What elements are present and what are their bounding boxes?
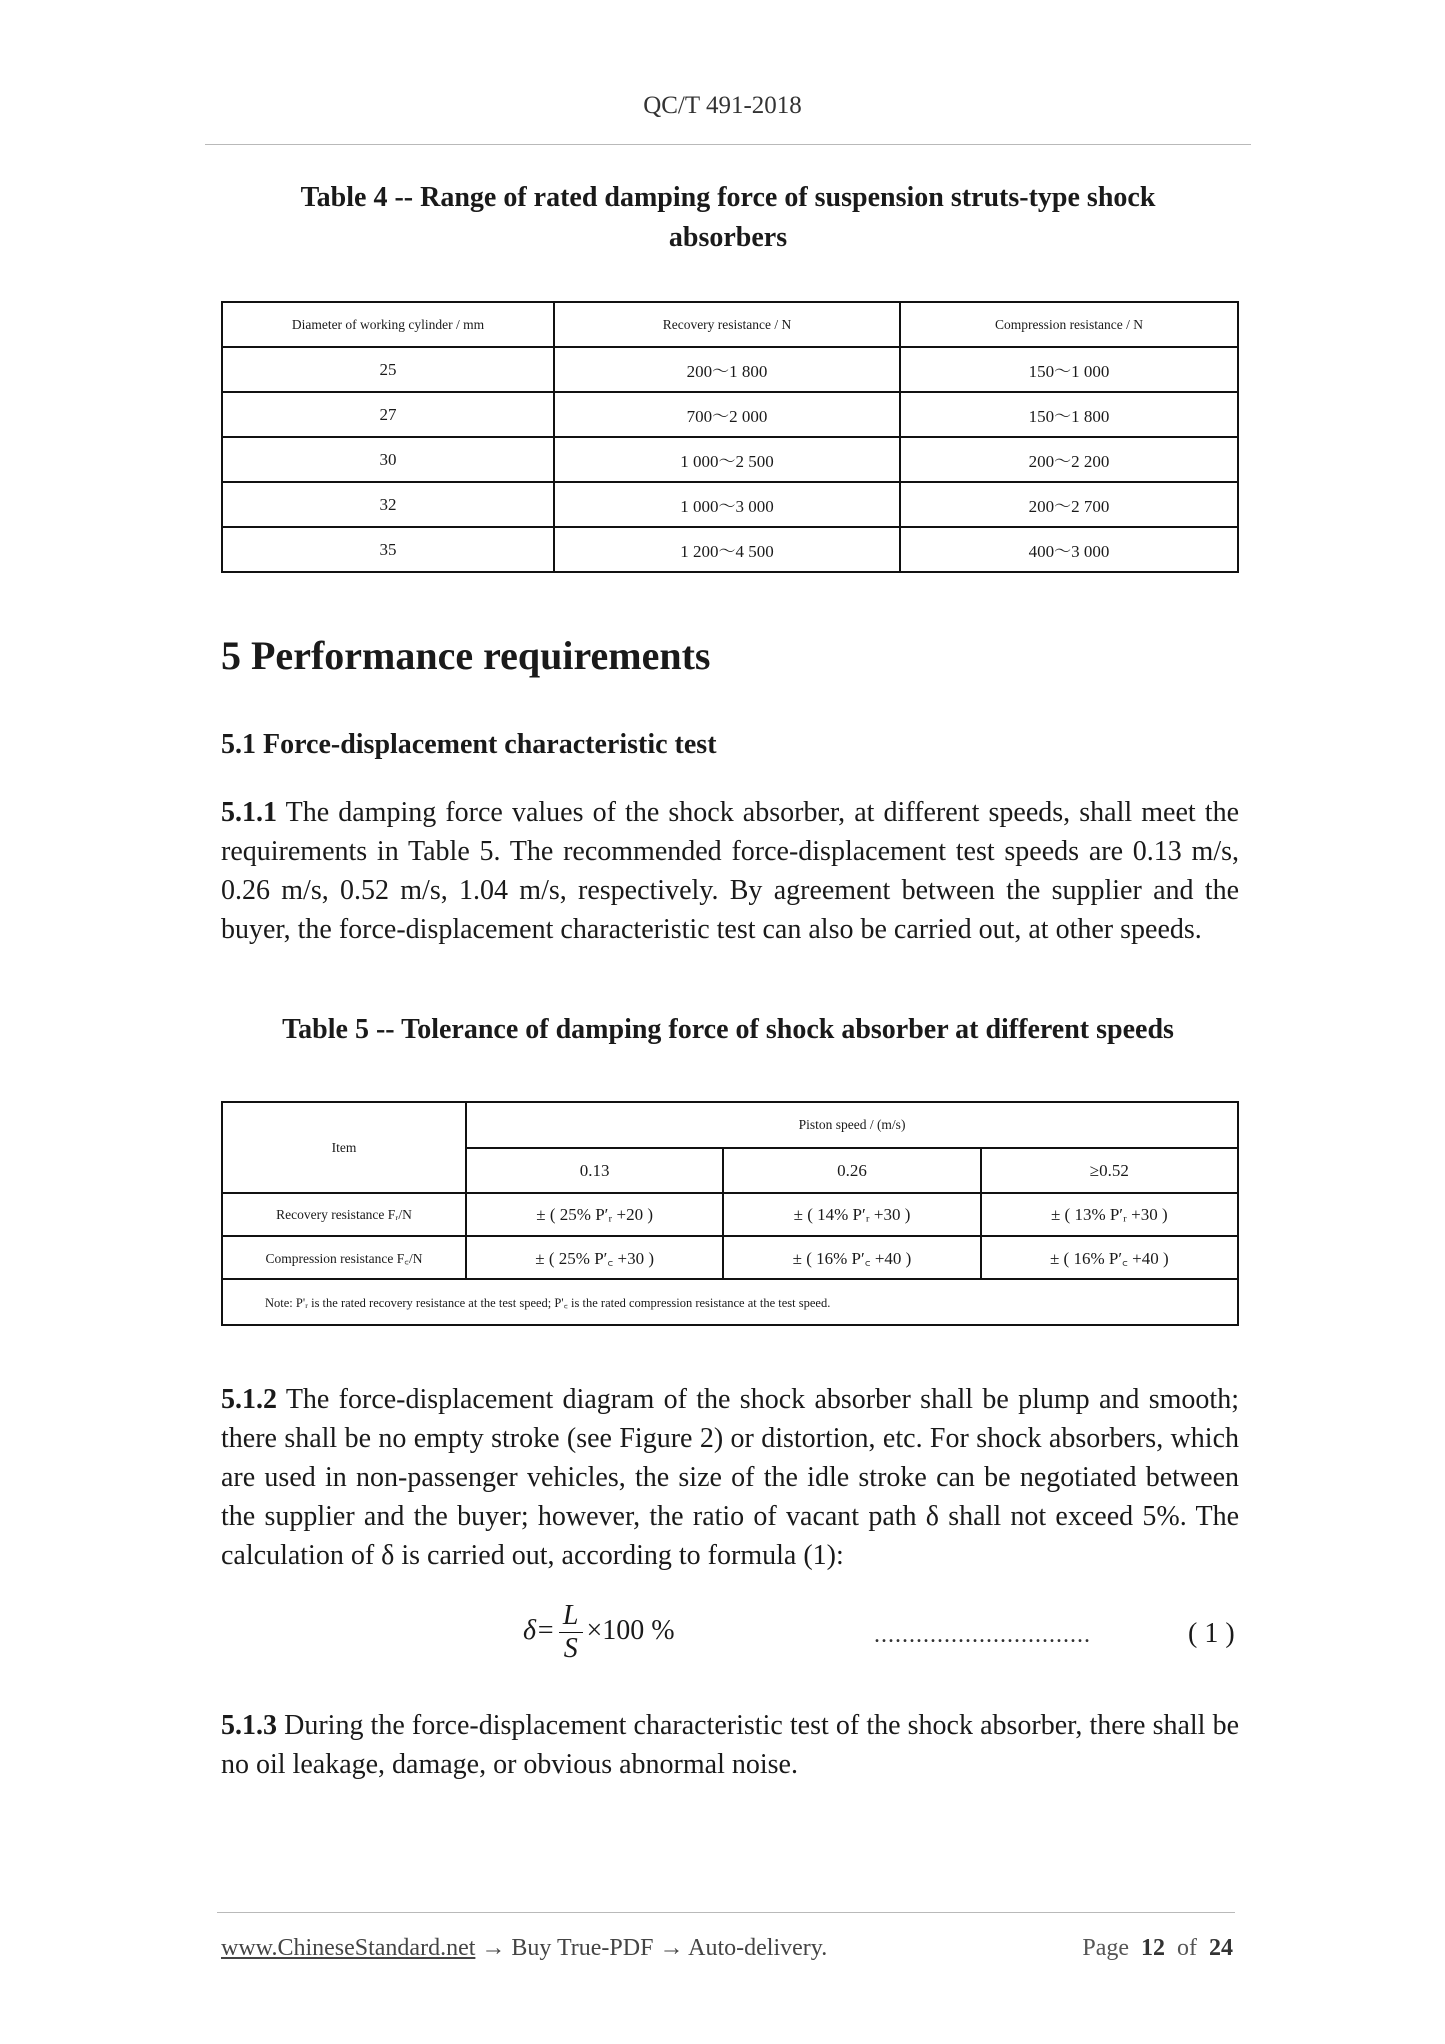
table-4	[221, 301, 1239, 573]
page-indicator	[1082, 1935, 1233, 1962]
table-cell: 150～1 000	[900, 347, 1238, 392]
auto-delivery-text: Auto-delivery.	[688, 1935, 828, 1961]
clause-number: 5.1.3	[221, 1710, 277, 1741]
row-label-cell: Compression resistance F꜀/N	[222, 1236, 466, 1279]
page-total: 24	[1209, 1935, 1233, 1961]
table-cell: 150～1 800	[900, 392, 1238, 437]
table-cell: 27	[222, 392, 554, 437]
paragraph-5-1-1	[221, 793, 1239, 949]
table-cell: 30	[222, 437, 554, 482]
of-word: of	[1177, 1935, 1197, 1961]
paragraph-text: The damping force values of the shock absorber, at different speeds, shall meet the requirements in Table 5. The recommended force-displacement test speeds are 0.13 m/s, 0.26 m/s, 0.52 m/s, 1.04 m/s, respectively. By agreement between the supplier and the buyer, the force-displacement characteristic test can also be carried out, at other speeds.	[221, 797, 1239, 945]
table-cell: ± ( 16% P′꜀ +40 )	[723, 1236, 980, 1279]
table-row	[222, 1236, 1238, 1279]
table-cell: 32	[222, 482, 554, 527]
table-row	[222, 392, 1238, 437]
piston-speed-header-cell: Piston speed / (m/s)	[466, 1102, 1238, 1148]
footer-links	[221, 1935, 827, 1962]
formula-number: ( 1 )	[1188, 1618, 1235, 1649]
section-5-1-heading: 5.1 Force-displacement characteristic test	[221, 729, 717, 760]
table-cell: 1 000～3 000	[554, 482, 900, 527]
table-cell: 35	[222, 527, 554, 572]
speed-cell: ≥0.52	[981, 1148, 1238, 1193]
formula-numerator: L	[559, 1600, 583, 1633]
formula-lhs: δ=	[523, 1614, 555, 1646]
table-row	[222, 437, 1238, 482]
formula-fraction	[559, 1600, 583, 1665]
table-4-caption-line2: absorbers	[668, 222, 788, 253]
formula-rest: ×100 %	[586, 1614, 675, 1646]
table-note-row	[222, 1279, 1238, 1325]
table-cell: 25	[222, 347, 554, 392]
arrow-icon: →	[653, 1935, 689, 1961]
table-cell: ± ( 25% P′꜀ +30 )	[466, 1236, 723, 1279]
table-cell: 200～2 200	[900, 437, 1238, 482]
table-cell: ± ( 25% P′ᵣ +20 )	[466, 1193, 723, 1236]
page-word: Page	[1082, 1935, 1129, 1961]
table-note: Note: P'ᵣ is the rated recovery resistance at the test speed; P'꜀ is the rated compression resistance at the test speed.	[222, 1279, 1238, 1325]
header-divider	[205, 144, 1251, 145]
table-cell: ± ( 14% P′ᵣ +30 )	[723, 1193, 980, 1236]
paragraph-5-1-3	[221, 1706, 1239, 1784]
table-5	[221, 1101, 1239, 1326]
table-row	[222, 347, 1238, 392]
page-number: 12	[1141, 1935, 1165, 1961]
header-cell: Compression resistance / N	[900, 302, 1238, 347]
clause-number: 5.1.2	[221, 1384, 277, 1415]
item-header-cell: Item	[222, 1102, 466, 1193]
table-cell: 1 000～2 500	[554, 437, 900, 482]
table-header-row	[222, 1102, 1238, 1148]
table-row	[222, 1193, 1238, 1236]
section-5-heading: 5 Performance requirements	[221, 633, 711, 678]
table-cell: 200～1 800	[554, 347, 900, 392]
table-cell: ± ( 16% P′꜀ +40 )	[981, 1236, 1238, 1279]
header-cell: Diameter of working cylinder / mm	[222, 302, 554, 347]
header-cell: Recovery resistance / N	[554, 302, 900, 347]
table-row	[222, 527, 1238, 572]
row-label-cell: Recovery resistance Fᵣ/N	[222, 1193, 466, 1236]
clause-number: 5.1.1	[221, 797, 277, 828]
paragraph-text: The force-displacement diagram of the shock absorber shall be plump and smooth; there shall be no empty stroke (see Figure 2) or distortion, etc. For shock absorbers, which are used in non-passenger vehicles, the size of the idle stroke can be negotiated between the supplier and the buyer; however, the ratio of vacant path δ shall not exceed 5%. The calculation of δ is carried out, according to formula (1):	[221, 1384, 1239, 1571]
formula-leader-dots: ...............................	[874, 1622, 1091, 1648]
paragraph-5-1-2	[221, 1380, 1239, 1575]
arrow-icon: →	[475, 1935, 512, 1961]
formula-denominator: S	[563, 1633, 578, 1664]
table-cell: 400～3 000	[900, 527, 1238, 572]
site-link[interactable]: www.ChineseStandard.net	[221, 1935, 476, 1961]
table-cell: ± ( 13% P′ᵣ +30 )	[981, 1193, 1238, 1236]
speed-cell: 0.26	[723, 1148, 980, 1193]
paragraph-text: During the force-displacement characteristic test of the shock absorber, there shall be no oil leakage, damage, or obvious abnormal noise.	[221, 1710, 1239, 1780]
buy-pdf-text: Buy True-PDF	[511, 1935, 654, 1961]
table-5-caption: Table 5 -- Tolerance of damping force of shock absorber at different speeds	[282, 1014, 1174, 1045]
table-row	[222, 482, 1238, 527]
table-cell: 200～2 700	[900, 482, 1238, 527]
footer-divider	[217, 1912, 1235, 1913]
document-id-header: QC/T 491-2018	[643, 92, 802, 119]
table-cell: 700～2 000	[554, 392, 900, 437]
table-4-caption	[205, 178, 1251, 258]
formula-1	[523, 1600, 675, 1665]
speed-cell: 0.13	[466, 1148, 723, 1193]
table-4-caption-line1: Table 4 -- Range of rated damping force of suspension struts-type shock	[300, 182, 1156, 213]
table-header-row	[222, 302, 1238, 347]
table-cell: 1 200～4 500	[554, 527, 900, 572]
